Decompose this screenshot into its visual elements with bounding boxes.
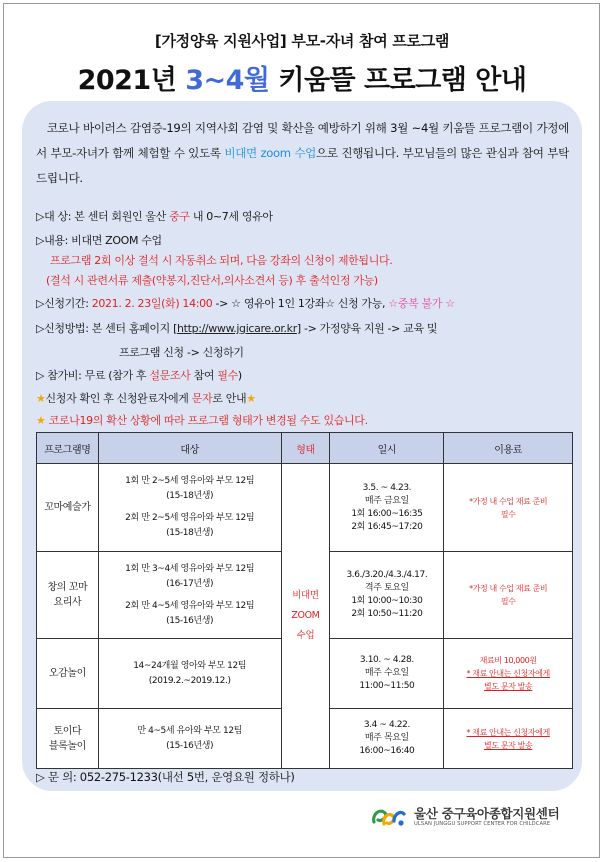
program-fee [444,464,573,552]
program-name [37,639,99,709]
header-fee: 이용료 [444,433,573,464]
program-target [98,552,281,639]
program-name [37,552,99,639]
program-fee [444,552,573,639]
header-schedule: 일시 [330,433,444,464]
homepage-link[interactable]: http://www.jgicare.or.kr [177,322,297,335]
info-target [36,208,273,224]
fee-line: 필수 [500,597,516,606]
info-fee [36,367,242,383]
schedule-line: 3.4 ~ 4.22. [363,720,410,730]
fee-line: 별도 문자 발송 [484,682,533,691]
program-subtitle: [가정양육 지원사업] 부모-자녀 참여 프로그램 [154,32,450,50]
target-line: 만 4~5세 유아와 부모 12팀 [137,725,242,736]
fee-mid: 참여 [190,369,218,382]
program-target [98,464,281,552]
schedule-line: 1회 10:00~10:30 [351,596,423,606]
program-schedule [330,709,444,769]
fee-line: 필수 [500,509,516,519]
program-name-line: 요리사 [53,597,82,608]
notice-sms [36,390,256,406]
fee-line: *가정 내 수업 재료 준비 [469,584,548,593]
center-logo-icon [370,804,406,830]
fee-close: ) [237,369,242,382]
program-schedule [330,464,444,552]
header-format: 형태 [281,433,330,464]
target-birth-years: (16-17년생) [166,578,214,589]
fee-line: * 재료 안내는 신청자에게 [466,727,550,737]
schedule-line: 2회 10:50~11:20 [351,609,423,619]
program-name [37,709,99,769]
program-table [36,432,573,769]
schedule-line: 3.10. ~ 4.28. [359,655,414,665]
method-path: ] -> 가정양육 지원 -> 교육 및 [296,322,438,335]
star-icon: ★ [36,392,46,405]
notice-covid-text: 코로나19의 확산 상황에 따라 프로그램 형태가 변경될 수도 있습니다. [45,414,368,427]
star-icon: ★ [36,414,46,427]
target-line: 1회 만 2~5세 영유아와 부모 12팀 [125,476,255,486]
target-line: 14~24개월 영아와 부모 12팀 [133,660,247,671]
fee-line: *가정 내 수업 재료 준비 [469,496,548,506]
program-name-line: 꼬마예술가 [44,502,91,513]
center-logo [370,800,570,834]
info-period [36,295,455,311]
schedule-line: 3.5. ~ 4.23. [362,482,412,493]
center-name: 울산 중구육아종합지원센터 [414,806,560,821]
target-age: 내 0~7세 영유아 [189,210,273,223]
schedule-line: 3.6./3.20./4.3./4.17. [346,570,428,580]
schedule-line: 매주 수요일 [364,668,409,678]
program-format [281,464,330,769]
page-title [0,58,604,97]
program-name-line: 오감놀이 [48,668,86,679]
header-target: 대상 [98,433,281,464]
fee-line: 별도 문자 발송 [484,740,533,750]
program-fee [444,709,573,769]
period-label: ▷신청기간: [36,297,92,310]
info-method [36,320,437,336]
target-birth-years: (15-18년생) [166,528,214,538]
fee-line: * 재료 안내는 신청자에게 [466,669,550,678]
absence-documents-note: (결석 시 관련서류 제출(약봉지,진단서,의사소견서 등) 후 출석인정 가능) [46,274,378,287]
target-district: 중구 [169,210,190,223]
schedule-line: 16:00~16:40 [359,746,415,756]
format-line: 수업 [296,630,315,641]
intro-paragraph [36,116,569,191]
target-text: ▷대 상: 본 센터 회원인 울산 [36,210,170,223]
program-name-line: 토이다 [53,725,82,737]
program-schedule [330,552,444,639]
target-birth-years: (15-16년생) [166,740,214,751]
target-birth-years: (15-18년생) [166,491,214,501]
table-row [37,464,573,552]
schedule-line: 2회 16:45~17:20 [351,521,423,532]
notice-sms-highlight: 문자 [191,392,213,405]
format-line: 비대면 [292,590,319,601]
program-fee [444,639,573,709]
format-line: ZOOM [291,610,320,621]
target-birth-years: (15-16년생) [166,615,214,626]
target-birth-years: (2019.2.~2019.12.) [148,675,231,686]
intro-text-start: 코로나 바이러스 감염증-19의 지역사회 감염 및 확산을 예방하기 위해 3월 ~4월 키움뜰 프로그램이 가정에서 부모-자녀가 함께 체험할 수 있도록 [36,121,569,160]
fee-line: 재료비 10,000원 [479,656,537,665]
schedule-line: 매주 금요일 [364,495,409,506]
program-target [98,639,281,709]
center-english-name: ULSAN JUNGGU SUPPORT CENTER FOR CHILDCARE [414,821,551,827]
period-duplicate-warning: ☆중복 불가 ☆ [388,297,455,310]
intro-highlight: 비대면 zoom 수업 [224,146,317,160]
absence-note: 프로그램 2회 이상 결석 시 자동취소 되며, 다음 강좌의 신청이 제한됩니다. [50,254,393,267]
schedule-line: 매주 목요일 [364,733,409,743]
program-target [98,709,281,769]
target-line: 2회 만 4~5세 영유아와 부모 12팀 [125,600,255,611]
target-line: 1회 만 3~4세 영유아와 부모 12팀 [125,563,255,574]
title-suffix: 키움뜰 프로그램 안내 [269,65,527,96]
fee-required: 필수 [217,369,238,382]
title-prefix: 2021년 [77,65,186,96]
star-icon: ★ [246,392,256,405]
fee-survey: 설문조사 [149,369,191,382]
target-line: 2회 만 2~5세 영유아와 부모 12팀 [125,513,255,523]
notice-covid [36,412,368,428]
notice-sms-text: 신청자 확인 후 신청완료자에게 [45,392,192,405]
info-content: ▷내용: 비대면 ZOOM 수업 [36,234,162,247]
method-path-continued: 프로그램 신청 -> 신청하기 [119,346,244,359]
schedule-line: 11:00~11:50 [359,681,415,691]
program-name [37,464,99,552]
method-label: ▷신청방법: 본 센터 홈페이지 [ [36,322,178,335]
schedule-line: 1회 16:00~16:35 [351,508,423,519]
program-schedule [330,639,444,709]
period-rule: -> ☆ 영유아 1인 1강좌☆ 신청 가능, [212,297,389,310]
table-header-row [37,433,573,464]
program-name-line: 창의 꼬마 [47,582,88,593]
header-program-name: 프로그램명 [37,433,99,464]
notice-sms-end: 로 안내 [212,392,247,405]
contact-info: ▷ 문 의: 052-275-1233(내선 5번, 운영요원 정하나) [36,770,295,784]
title-highlight: 3~4월 [185,65,270,96]
period-date: 2021. 2. 23일(화) 14:00 [91,297,213,310]
fee-label: ▷ 참가비: 무료 (참가 후 [36,369,150,382]
schedule-line: 격주 토요일 [364,583,409,593]
program-name-line: 블록놀이 [48,740,86,752]
intro-text-end: 으로 진행됩니다. 부모님들의 많은 관심과 참여 부탁드립니다. [36,146,569,185]
